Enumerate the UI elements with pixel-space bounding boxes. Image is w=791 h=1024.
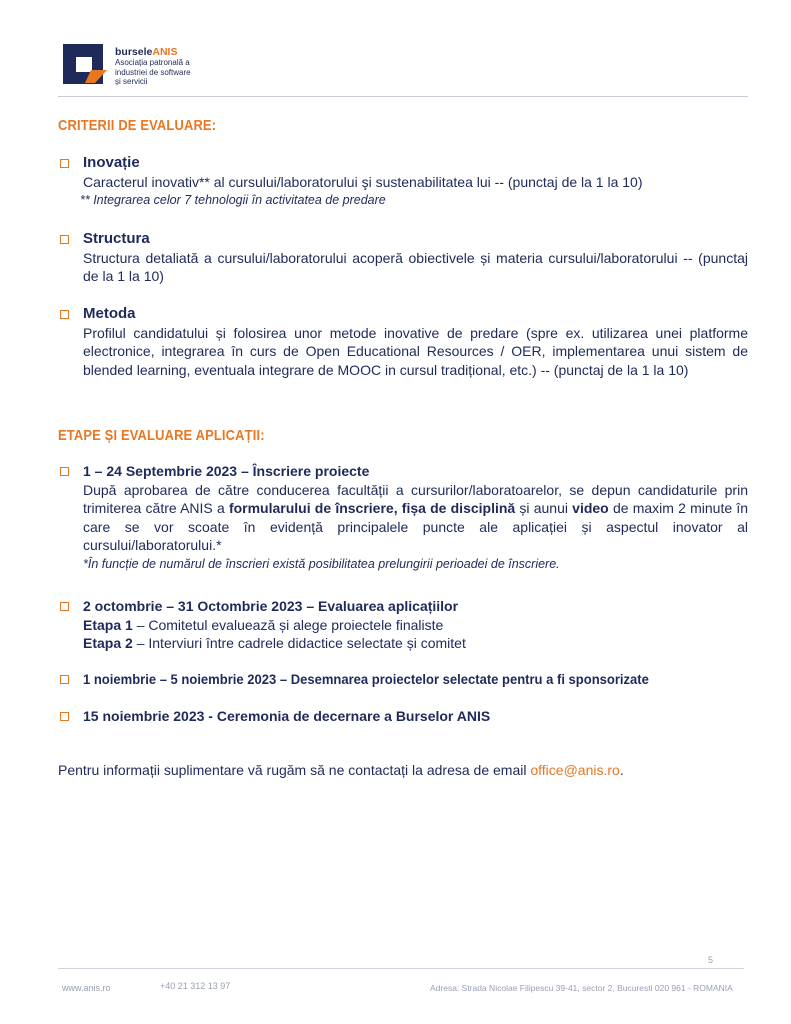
- checkbox-bullet-icon: [60, 310, 69, 319]
- item-title: Metoda: [83, 305, 136, 322]
- footer-phone: +40 21 312 13 97: [160, 981, 231, 991]
- item-text: Profilul candidatului și folosirea unor metode inovative de predare (spre ex. utilizarea unei platforme electronice, integrarea în curs de Open Educational Resources / OER, implementarea unui sistem de blended learning, eventuala integrare de MOOC in cursul tradițional, etc.) -- (punctaj de la 1 la 10): [83, 324, 748, 378]
- item-text: Structura detaliată a cursului/laboratorului acoperă obiectivele și materia cursului/laboratorului -- (punctaj de la 1 la 10): [83, 249, 748, 284]
- item-note: ** Integrarea celor 7 tehnologii în activitatea de predare: [80, 193, 386, 207]
- item-title: 2 octombrie – 31 Octombrie 2023 – Evaluarea aplicațiilor: [83, 598, 459, 614]
- item-title: Structura: [83, 230, 150, 247]
- brand-subtitle: Asociația patronală a industriei de software și servicii: [115, 58, 191, 86]
- stage-item-evaluation: [58, 597, 748, 653]
- stages-heading: ETAPE ȘI EVALUARE APLICAȚII:: [58, 427, 265, 444]
- email-link[interactable]: office@anis.ro: [530, 762, 620, 778]
- brand-name: burseleANIS: [115, 46, 178, 58]
- item-text: Caracterul inovativ** al cursului/laboratorului şi sustenabilitatea lui -- (punctaj de la 1 la 10): [83, 173, 643, 190]
- stage-item-registration: [58, 462, 748, 573]
- item-title: Inovație: [83, 154, 140, 171]
- page-number: 5: [708, 955, 714, 965]
- checkbox-bullet-icon: [60, 159, 69, 168]
- checkbox-bullet-icon: [60, 467, 69, 476]
- footer-address: Adresa: Strada Nicolae Filipescu 39-41, sector 2, Bucuresti 020 961 - ROMANIA: [430, 983, 733, 993]
- item-note: *În funcție de numărul de înscrieri există posibilitatea prelungirii perioadei de înscriere.: [83, 556, 560, 571]
- item-title: 15 noiembrie 2023 - Ceremonia de decernare a Burselor ANIS: [83, 708, 491, 724]
- contact-line: Pentru informații suplimentare vă rugăm să ne contactați la adresa de email office@anis.ro.: [58, 762, 624, 778]
- checkbox-bullet-icon: [60, 602, 69, 611]
- criteria-item-structura: [58, 230, 748, 286]
- stage-item-ceremony: [58, 707, 748, 726]
- criteria-item-inovatie: [58, 154, 748, 210]
- stage-item-selection: [58, 670, 748, 689]
- criteria-heading: CRITERII DE EVALUARE:: [58, 117, 217, 134]
- criteria-item-metoda: [58, 305, 748, 379]
- checkbox-bullet-icon: [60, 235, 69, 244]
- anis-logo: [63, 44, 107, 84]
- item-title: 1 – 24 Septembrie 2023 – Înscriere proiecte: [83, 463, 370, 479]
- footer-website[interactable]: www.anis.ro: [62, 983, 111, 993]
- checkbox-bullet-icon: [60, 675, 69, 684]
- step-1: Etapa 1 – Comitetul evaluează și alege proiectele finaliste: [83, 616, 444, 633]
- header-divider: [58, 96, 748, 97]
- checkbox-bullet-icon: [60, 712, 69, 721]
- footer-divider: [58, 968, 744, 969]
- step-2: Etapa 2 – Interviuri între cadrele didactice selectate și comitet: [83, 635, 466, 651]
- item-text: După aprobarea de către conducerea facultății a cursurilor/laboratoarelor, se depun candidaturile prin trimiterea către ANIS a formularului de înscriere, fișa de disciplină și aunui video de maxim 2 minute în care se vor scoate în evidență principalele puncte ale aplicației și aspectul inovator al cursului/laboratorului.*: [83, 481, 748, 553]
- item-title: 1 noiembrie – 5 noiembrie 2023 – Desemnarea proiectelor selectate pentru a fi sponsorizate: [83, 671, 649, 687]
